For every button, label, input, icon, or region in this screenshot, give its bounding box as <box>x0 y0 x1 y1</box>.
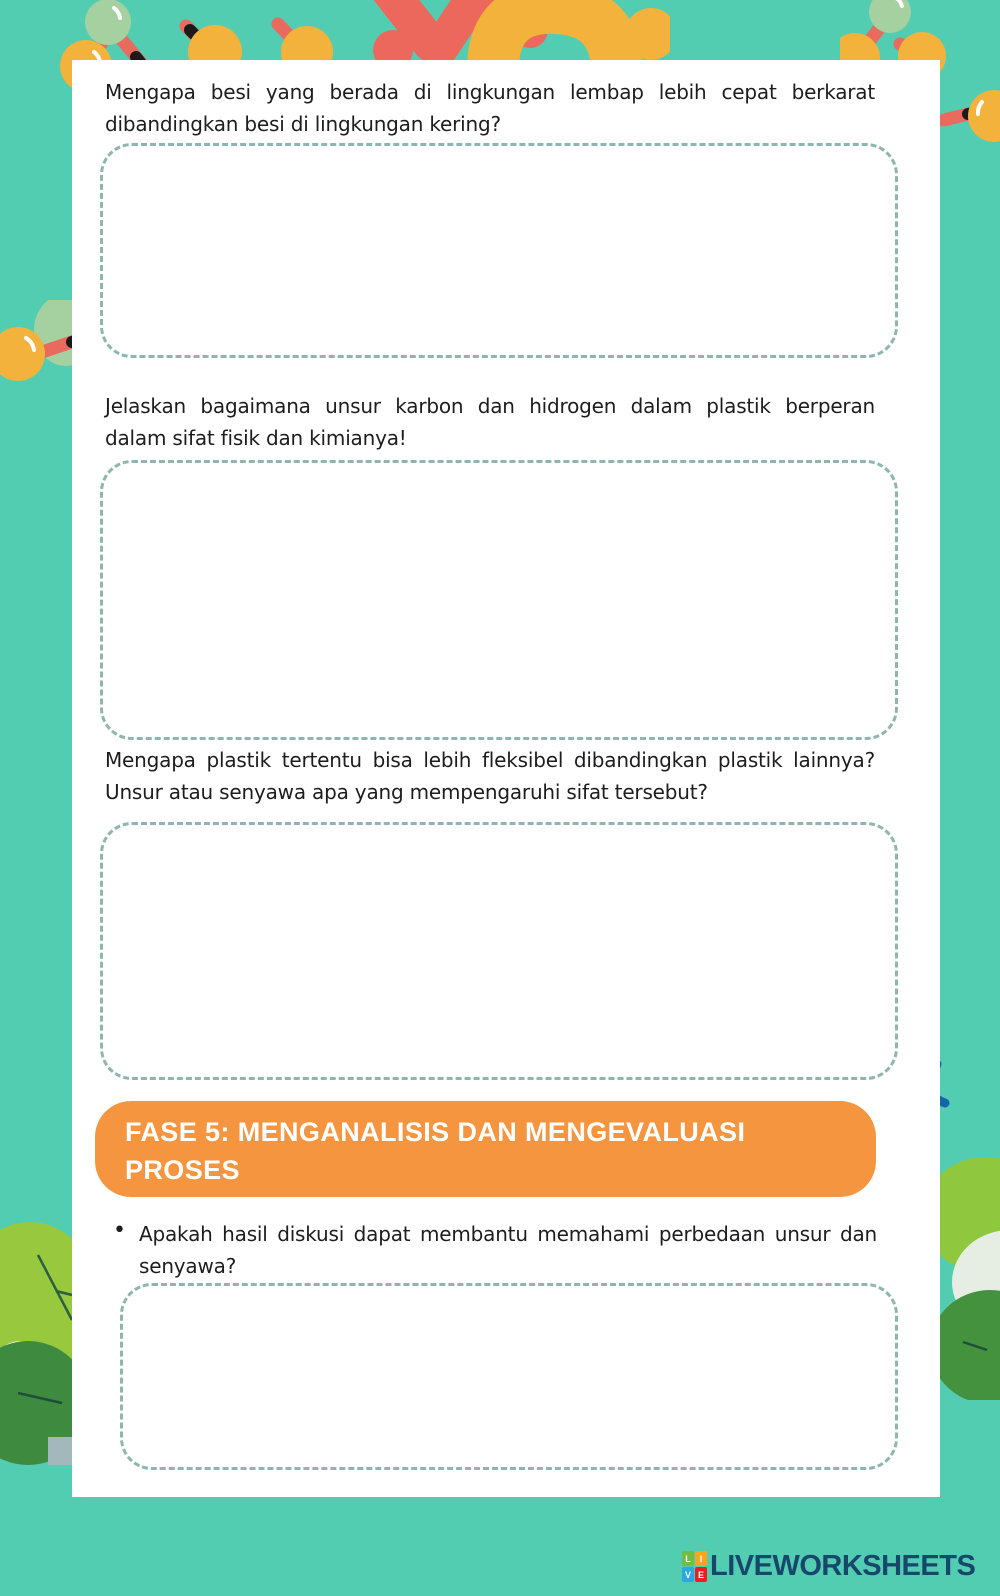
answer-box-2[interactable] <box>100 460 898 740</box>
logo-square-i: I <box>695 1551 707 1566</box>
evaluation-question-text: Apakah hasil diskusi dapat membantu memahami perbedaan unsur dan senyawa? <box>139 1222 877 1278</box>
phase-banner <box>95 1101 876 1223</box>
phase-banner-title-line2: PEMECAHAN MASALAH <box>125 1193 449 1223</box>
answer-box-1[interactable] <box>100 143 898 358</box>
question-text-2: Jelaskan bagaimana unsur karbon dan hidrogen dalam plastik berperan dalam sifat fisik dan kimianya! <box>105 394 875 450</box>
phase-banner-title-line1: FASE 5: MENGANALISIS DAN MENGEVALUASI PROSES <box>125 1117 746 1185</box>
liveworksheets-logo-icon <box>682 1551 707 1582</box>
liveworksheets-logo <box>682 1550 975 1583</box>
question-text-1: Mengapa besi yang berada di lingkungan lembap lebih cepat berkarat dibandingkan besi di lingkungan kering? <box>105 80 875 136</box>
logo-square-l: L <box>682 1551 694 1566</box>
evaluation-bullet-row <box>105 1218 877 1282</box>
worksheet-card <box>72 60 940 1497</box>
bullet-icon: • <box>113 1218 126 1243</box>
question-text-3: Mengapa plastik tertentu bisa lebih fleksibel dibandingkan plastik lainnya? Unsur atau senyawa apa yang mempengaruhi sifat tersebut? <box>105 748 875 804</box>
logo-square-e: E <box>695 1567 707 1582</box>
answer-box-3[interactable] <box>100 822 898 1080</box>
arch-decoration <box>455 0 670 62</box>
brand-text: LIVEWORKSHEETS <box>710 1550 976 1582</box>
answer-box-4[interactable] <box>120 1283 898 1470</box>
logo-square-v: V <box>682 1567 694 1582</box>
molecule-decoration-right-edge <box>930 90 1000 152</box>
